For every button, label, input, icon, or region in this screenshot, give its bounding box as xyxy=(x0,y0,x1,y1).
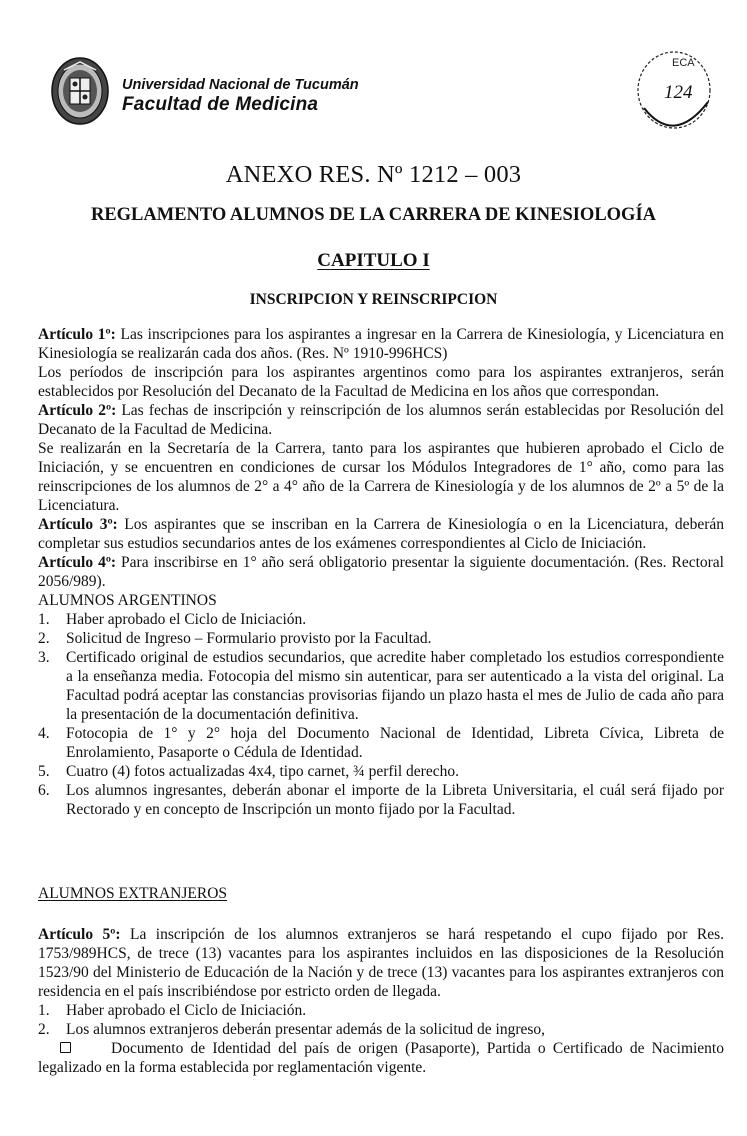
stamp-text: ECA xyxy=(672,57,695,69)
article-5-block xyxy=(38,925,724,1077)
argentine-requirements-list xyxy=(38,610,724,819)
folio-stamp-icon xyxy=(634,46,714,132)
list-item: 4. Fotocopia de 1° y 2° hoja del Documento Nacional de Identidad, Libreta Cívica, Libreta de Enrolamiento, Pasaporte o Cédula de Identidad. xyxy=(38,725,724,761)
article-1 xyxy=(38,325,724,363)
section-heading: INSCRIPCION Y REINSCRIPCION xyxy=(249,291,498,308)
faculty-name: Facultad de Medicina xyxy=(122,94,319,115)
article-1-text: Las inscripciones para los aspirantes a ingresar en la Carrera de Kinesiología, y Licenciatura en Kinesiología se realizarán cada dos años. (Res. Nº 1910-996HCS) xyxy=(38,326,724,362)
bullet-item xyxy=(38,1039,724,1077)
list-item: 5. Cuatro (4) fotos actualizadas 4x4, tipo carnet, ¾ perfil derecho. xyxy=(38,763,459,780)
list-item: 6. Los alumnos ingresantes, deberán abonar el importe de la Libreta Universitaria, el cuál será fijado por Rectorado y en concepto de Inscripción un monto fijado por la Facultad. xyxy=(38,782,724,818)
list-item: 1. Haber aprobado el Ciclo de Iniciación. xyxy=(38,1002,307,1019)
article-1-label: Artículo 1º: xyxy=(38,326,116,343)
list-item: 2. Los alumnos extranjeros deberán presentar además de la solicitud de ingreso, xyxy=(38,1021,546,1038)
checkbox-bullet-icon xyxy=(60,1042,71,1053)
chapter-heading xyxy=(0,250,747,272)
article-5-text: La inscripción de los alumnos extranjeros se hará respetando el cupo fijado por Res. 1753/989HCS, de trece (13) vacantes para los aspirantes incluidos en las disposiciones de la Resolución 1523/90 del Ministerio de Educación de la Nación y de trece (13) vacantes para los aspirantes extranjeros con residencia en el país inscribiéndose por estricto orden de llegada. xyxy=(38,926,724,1000)
foreign-students-section xyxy=(38,884,724,903)
article-5 xyxy=(38,925,724,1001)
article-2-text: Las fechas de inscripción y reinscripción de los alumnos serán establecidas por Resolución del Decanato de la Facultad de Medicina. xyxy=(38,402,724,438)
university-name: Universidad Nacional de Tucumán xyxy=(122,77,359,93)
article-3-text: Los aspirantes que se inscriban en la Carrera de Kinesiología o en la Licenciatura, deberán completar sus estudios secundarios antes de los exámenes correspondientes al Ciclo de Iniciación. xyxy=(38,516,724,552)
article-2 xyxy=(38,401,724,439)
article-4-text: Para inscribirse en 1° año será obligatorio presentar la siguiente documentación. (Res. Rectoral 2056/989). xyxy=(38,554,724,590)
bullet-text: Documento de Identidad del país de origen (Pasaporte), Partida o Certificado de Nacimiento legalizado en la forma establecida por reglamentación vigente. xyxy=(38,1040,724,1076)
article-3-label: Artículo 3º: xyxy=(38,516,118,533)
chapter-label: CAPITULO I xyxy=(317,250,430,271)
list-item: 3. Certificado original de estudios secundarios, que acredite haber completado los estudios correspondiente a la enseñanza media. Fotocopia del mismo sin autenticar, para ser autenticado a la vista del original. La Facultad podrá aceptar las constancias provisorias fijando un plazo hasta el mes de Julio de cada año para la presentación de la documentación definitiva. xyxy=(38,649,724,723)
article-4-label: Artículo 4º: xyxy=(38,554,117,571)
list-item: 1. Haber aprobado el Ciclo de Iniciación. xyxy=(38,611,307,628)
list-item: 2. Solicitud de Ingreso – Formulario provisto por la Facultad. xyxy=(38,630,432,647)
annex-title: ANEXO RES. Nº 1212 – 003 xyxy=(225,161,522,188)
article-4 xyxy=(38,553,724,591)
article-2-label: Artículo 2º: xyxy=(38,402,117,419)
university-seal-icon xyxy=(50,56,110,126)
foreign-students-title: ALUMNOS EXTRANJEROS xyxy=(38,885,228,902)
foreign-requirements-list xyxy=(38,1001,724,1039)
institution-header xyxy=(122,76,359,116)
argentine-students-subtitle: ALUMNOS ARGENTINOS xyxy=(38,592,217,609)
article-5-label: Artículo 5º: xyxy=(38,926,121,943)
folio-number: 124 xyxy=(664,82,693,103)
article-3 xyxy=(38,515,724,553)
article-1-paragraph-2: Los períodos de inscripción para los aspirantes argentinos como para los aspirantes extranjeros, serán establecidos por Resolución del Decanato de la Facultad de Medicina en los años que correspondan. xyxy=(38,364,724,400)
regulation-title: REGLAMENTO ALUMNOS DE LA CARRERA DE KINESIOLOGÍA xyxy=(90,205,657,225)
articles-block xyxy=(38,325,724,819)
article-2-paragraph-2: Se realizarán en la Secretaría de la Carrera, tanto para los aspirantes que hubieren aprobado el Ciclo de Iniciación, y se encuentren en condiciones de cursar los Módulos Integradores de 1° año, como para las reinscripciones de los alumnos de 2° a 4° año de la Carrera de Kinesiología y de los alumnos de 2º a 5º de la Licenciatura. xyxy=(38,440,724,514)
